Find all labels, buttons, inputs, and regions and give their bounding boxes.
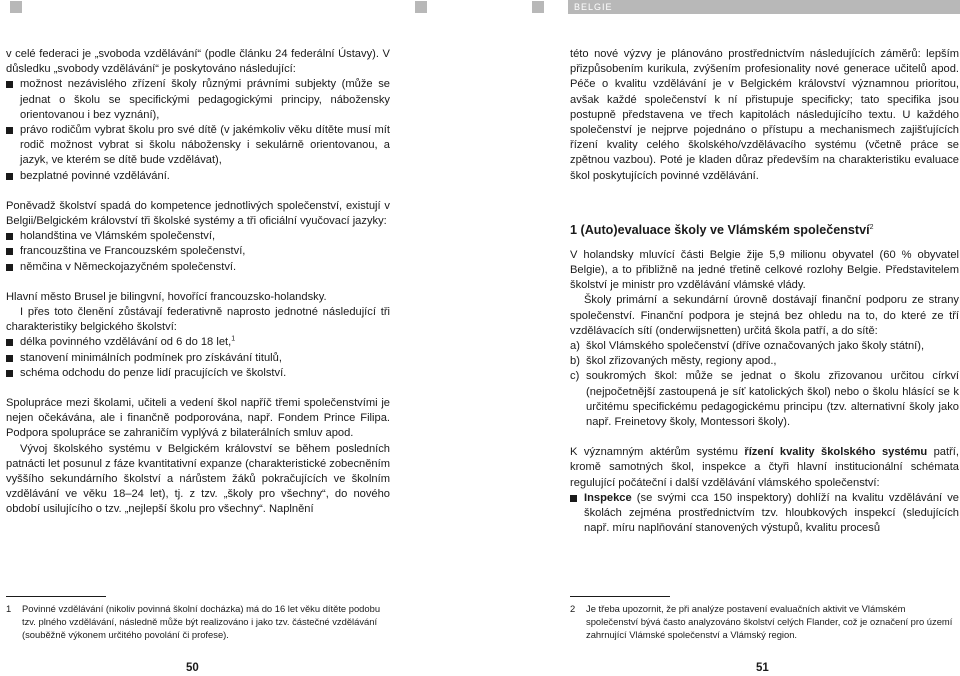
list-item: francouzština ve Francouzském společenství, <box>6 244 390 259</box>
right-column <box>570 47 959 536</box>
intro-paragraph: v celé federaci je „svoboda vzdělávání“ (podle článku 24 federální Ústavy). V důsledku „svobody vzdělávání“ je poskytováno následující: <box>6 48 390 76</box>
section-heading: 1 (Auto)evaluace školy ve Vlámském společenství$^2$ <box>570 222 874 237</box>
top-bar <box>0 0 960 14</box>
features-list <box>6 335 390 381</box>
list-item: holandština ve Vlámském společenství, <box>6 229 390 244</box>
page-number-right: 51 <box>756 662 769 674</box>
decorative-square <box>10 1 22 13</box>
list-item: bezplatné povinné vzdělávání. <box>6 169 390 184</box>
communities-paragraph: Poněvadž školství spadá do kompetence jednotlivých společenství, existují v Belgii/Belgickém království tři školské systémy a tři oficiální vyučovací jazyky: <box>6 199 390 228</box>
decorative-square <box>532 1 544 13</box>
list-item: možnost nezávislého zřízení školy různými právními subjekty (může se jednat o školu se specifickými pedagogickými principy, nábožensky orientovanou i bez vyznání), <box>6 77 390 123</box>
list-item: stanovení minimálních podmínek pro získávání titulů, <box>6 351 390 366</box>
list-item: a) škol Vlámského společenství (dříve označovaných jako školy státní), <box>570 340 925 353</box>
footnote-ref: 1 <box>231 335 236 343</box>
list-item: Inspekce (se svými cca 150 inspektory) dohlíží na kvalitu vzdělávání ve školách zejména prostřednictvím tzv. hloubkových inspekcí (sledujících např. míru naplňování stanovených výstupů, kvalitu procesů <box>570 491 959 537</box>
continuation-paragraph: této nové výzvy je plánováno prostřednictvím následujících záměrů: lepším přizpůsobením kurikula, zvýšením profesionality nové generace učitelů apod. Péče o kvalitu vzdělávání je v Belgickém království významnou prioritou, avšak každé společenství k ní přistupuje specificky; tato specifika jsou postupně představena ve třech kapitolách následujícího textu. U každého společenství je nejprve pojednáno o přístupu a mechanismech zajišťujících řízení kvality celého školského/vzdělávacího systému (včetně práce se zpětnou vazbou). Poté je kladen důraz především na charakteristiku evaluace škol poskytujících povinné vzdělávání. <box>570 48 959 182</box>
population-paragraph: V holandsky mluvící části Belgie žije 5,9 milionu obyvatel (60 % obyvatel Belgie), a to přibližně na jedné třetině celkové rozlohy Belgie. Představitelem školství je ministr pro vzdělávání vlámské vlády. <box>570 248 959 292</box>
actors-list <box>570 491 959 537</box>
footnote-divider <box>570 596 670 597</box>
footnote-ref: 2 <box>869 223 874 231</box>
freedom-list <box>6 77 390 183</box>
capital-paragraph: Hlavní město Brusel je bilingvní, hovořící francouzsko-holandsky. <box>6 290 327 303</box>
footnote-1: 1 Povinné vzdělávání (nikoliv povinná školní docházka) má do 16 let věku dítěte podobu tzv. plného vzdělávání, následně může být realizováno i jako tzv. částečné vzdělávání (souběžně výkonem určitého povolání či profese). <box>6 603 381 640</box>
list-item: právo rodičům vybrat školu pro své dítě (v jakémkoliv věku dítěte musí mít rodič možnost vybrat si školu nábožensky i sekulárně orientovanou, a jazyk, ve kterém se dítě bude vzdělávat), <box>6 123 390 169</box>
cooperation-paragraph: Spolupráce mezi školami, učiteli a vedení škol napříč třemi společenstvími je nejen očekávána, ale i finančně podporována, např. Fondem Prince Filipa. Podpora spolupráce se zahraničím vyplývá z bilaterálních smluv apod. <box>6 397 390 440</box>
footnote-2: 2 Je třeba upozornit, že při analýze postavení evaluačních aktivit ve Vlámském společenství bývá často analyzováno školství celých Flander, což je označení pro území zahrnující Vlámské společenství a Vlámský region. <box>570 603 953 640</box>
section-tag: BELGIE <box>568 0 960 14</box>
left-column <box>6 47 390 518</box>
actors-paragraph: K významným aktérům systému řízení kvality školského systému patří, kromě samotných škol, inspekce a čtyři hlavní institucionální schémata regulující počáteční i další vzdělávání vlámského společenství: <box>570 446 960 489</box>
features-paragraph: I přes toto členění zůstávají federativně naprosto jednotné následující tři charakteristiky belgického školství: <box>6 306 390 334</box>
networks-list <box>570 339 959 430</box>
page-number-left: 50 <box>186 662 199 674</box>
language-list <box>6 229 390 275</box>
list-item: němčina v Německojazyčném společenství. <box>6 260 390 275</box>
list-item: c) soukromých škol: může se jednat o školu zřizovanou určitou církví (nejpočetnější zastoupená je síť katolických škol) nebo o školu hlásící se k určitému specifickému pedagogickému principu (tzv. alternativní školy jako např. Freinetovy školy, Montessori školy). <box>570 370 959 429</box>
list-item: délka povinného vzdělávání od 6 do 18 let,$^1$ <box>6 335 390 350</box>
list-item: b) škol zřizovaných městy, regiony apod., <box>570 355 777 368</box>
schools-paragraph: Školy primární a sekundární úrovně dostávají finanční podporu ze strany společenství. Finanční podpora je stejná bez ohledu na to, do které ze tří vzdělávacích sítí (onderwijsnetten) určitá škola patří, a do sítě: <box>570 294 959 337</box>
development-paragraph: Vývoj školského systému v Belgickém království se během posledních patnácti let posunul z fáze kvantitativní expanze (charakteristické zobecněním vyššího sekundárního školství a nárůstem žáků pokračujících ve školním vzdělávání ve věku 18–24 let), tj. z tzv. „školy pro všechny“, do nového období usilujícího o tzv. „nejlepší školu pro všechny“. Naplnění <box>6 442 390 516</box>
footnote-divider <box>6 596 106 597</box>
list-item: schéma odchodu do penze lidí pracujících ve školství. <box>6 366 390 381</box>
decorative-square <box>415 1 427 13</box>
